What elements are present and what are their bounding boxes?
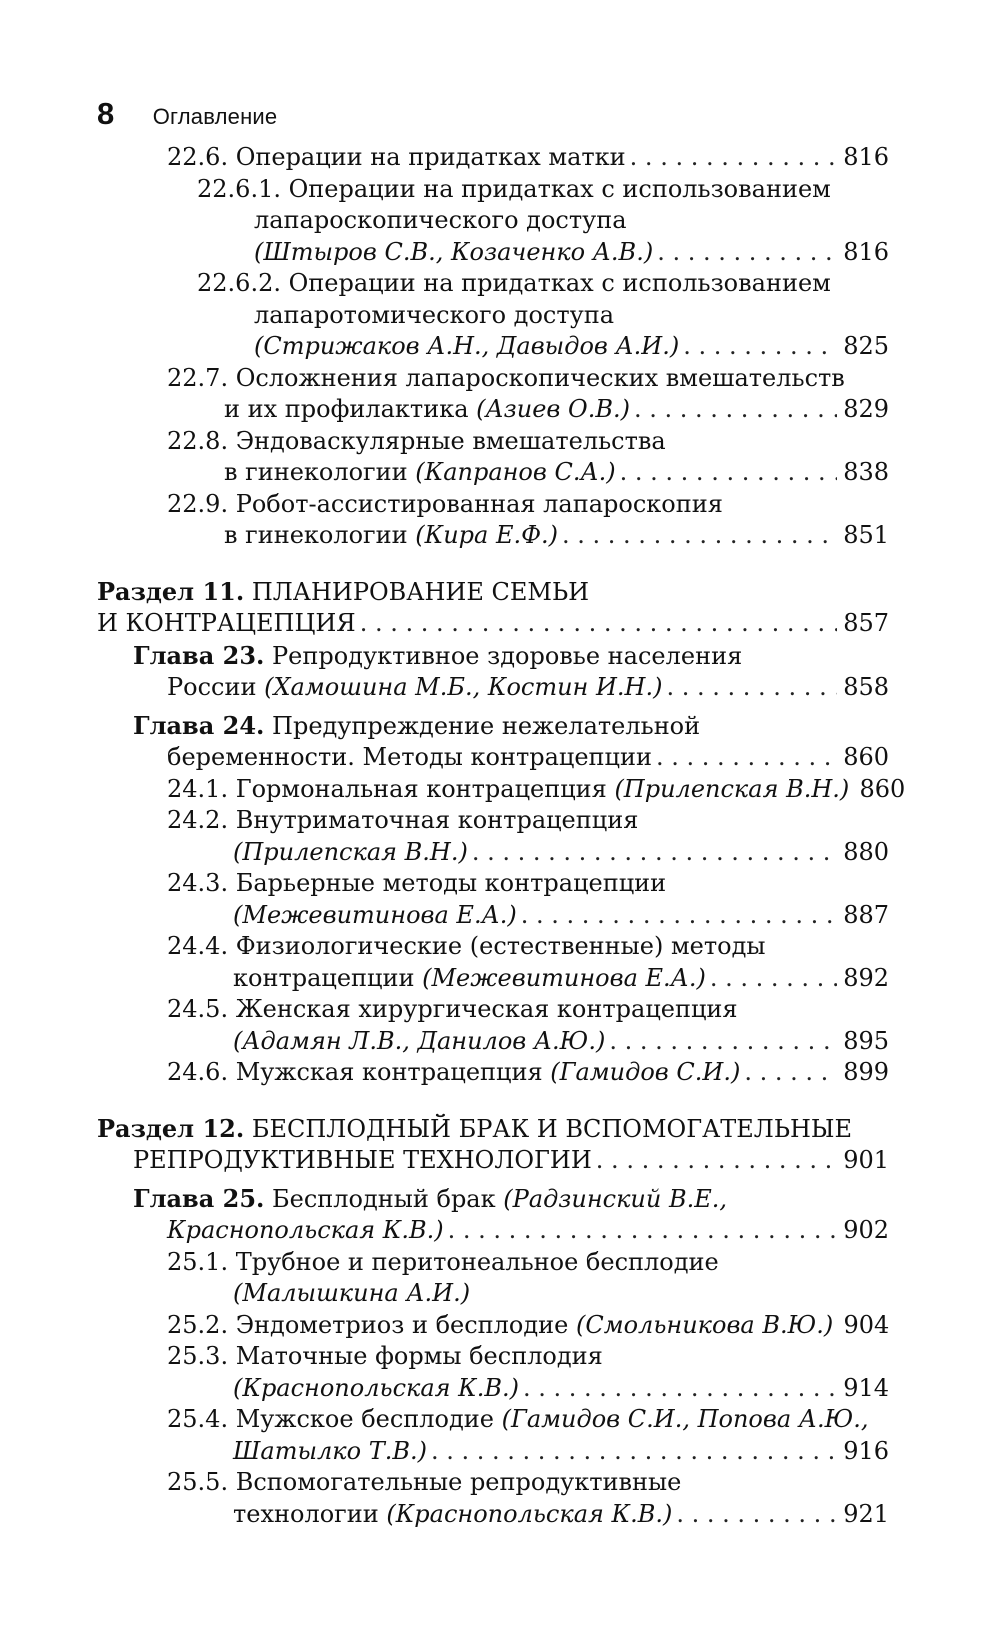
page-ref: 858: [843, 673, 889, 701]
toc-entry-24-1[interactable]: 24.1. Гормональная контрацепция (Прилепская В.Н.) 860: [97, 774, 889, 806]
toc-entry-24-4[interactable]: 24.4. Физиологические (естественные) методы контрацепции (Межевитинова Е.А.) . . . 892: [97, 931, 889, 994]
toc-entry-22-6-1[interactable]: 22.6.1. Операции на придатках с использованием лапароскопического доступа (Штыров С.В., Козаченко А.В.) . . . 816: [97, 174, 889, 269]
authors: (Межевитинова Е.А.): [422, 963, 706, 992]
authors: (Гамидов С.И.): [550, 1058, 741, 1086]
toc-chapter-23[interactable]: Глава 23. Репродуктивное здоровье населения России (Хамошина М.Б., Костин И.Н.) . . . 858: [97, 640, 889, 704]
section-label: Раздел 11.: [97, 576, 245, 606]
dot-leader: [620, 457, 837, 489]
authors: (Штыров С.В., Козаченко А.В.): [254, 237, 654, 266]
toc-entry-22-7[interactable]: 22.7. Осложнения лапароскопических вмешательств и их профилактика (Азиев О.В.) . . . 829: [97, 363, 889, 426]
dot-leader: [472, 837, 837, 869]
toc-section-12[interactable]: Раздел 12. БЕСПЛОДНЫЙ БРАК И ВСПОМОГАТЕЛЬНЫЕ РЕПРОДУКТИВНЫЕ ТЕХНОЛОГИИ . . . 901: [97, 1113, 889, 1177]
dot-leader: [657, 237, 837, 269]
page-ref: 895: [843, 1026, 889, 1055]
page-ref: 857: [843, 609, 889, 637]
dot-leader: [562, 520, 837, 552]
dot-leader: [744, 1057, 837, 1089]
dot-leader: [676, 1499, 837, 1531]
authors: (Краснопольская К.В.): [386, 1499, 673, 1528]
chapter-label: Глава 23.: [133, 640, 265, 670]
dot-leader: [431, 1436, 837, 1468]
toc-entry-25-4[interactable]: 25.4. Мужское бесплодие (Гамидов С.И., Попова А.Ю., Шатылко Т.В.) . . . 916: [97, 1404, 889, 1467]
page-ref: 892: [843, 963, 889, 992]
chapter-label: Глава 25.: [133, 1183, 265, 1213]
toc-entry-25-1[interactable]: 25.1. Трубное и перитонеальное бесплодие (Малышкина А.И.): [167, 1247, 719, 1307]
page-ref: 901: [843, 1146, 889, 1174]
toc-chapter-24[interactable]: Глава 24. Предупреждение нежелательной беременности. Методы контрацепции . . . 860: [97, 710, 889, 774]
dot-leader: [710, 963, 837, 995]
section-label: Раздел 12.: [97, 1113, 245, 1143]
toc-chapter-25[interactable]: Глава 25. Бесплодный брак (Радзинский В.Е., Краснопольская К.В.) . . . 902: [97, 1183, 889, 1247]
toc-entry-25-2[interactable]: 25.2. Эндометриоз и бесплодие (Смольникова В.Ю.) 904: [97, 1310, 889, 1342]
page-ref: 829: [843, 395, 889, 423]
authors: (Азиев О.В.): [476, 395, 630, 423]
page-ref: 899: [843, 1058, 889, 1086]
authors: Шатылко Т.В.): [233, 1436, 427, 1465]
dot-leader: [634, 394, 837, 426]
toc-entry-22-6[interactable]: 22.6. Операции на придатках матки . . . 816: [97, 142, 889, 174]
page-ref: 860: [843, 743, 889, 771]
authors: (Радзинский В.Е.,: [503, 1184, 727, 1213]
page-ref: 816: [843, 237, 889, 266]
toc-section-11[interactable]: Раздел 11. ПЛАНИРОВАНИЕ СЕМЬИ И КОНТРАЦЕПЦИЯ . . . 857: [97, 576, 889, 640]
page-ref: 860: [859, 774, 906, 803]
page-ref: 921: [843, 1499, 889, 1528]
toc-entry-24-2[interactable]: 24.2. Внутриматочная контрацепция (Прилепская В.Н.) . . . 880: [97, 805, 889, 868]
page-ref: 880: [843, 837, 889, 866]
page-ref: 916: [843, 1436, 889, 1465]
page-ref: 914: [843, 1373, 889, 1402]
toc-entry-25-5[interactable]: 25.5. Вспомогательные репродуктивные технологии (Краснопольская К.В.) . . . 921: [97, 1467, 889, 1530]
dot-leader: [683, 331, 837, 363]
toc-entry-25-3[interactable]: 25.3. Маточные формы бесплодия (Краснопольская К.В.) . . . 914: [97, 1341, 889, 1404]
authors: (Адамян Л.В., Данилов А.Ю.): [233, 1026, 606, 1055]
dot-leader: [521, 900, 837, 932]
chapter-label: Глава 24.: [133, 710, 265, 740]
page-header: [97, 96, 277, 132]
authors: (Прилепская В.Н.): [233, 837, 468, 866]
authors: (Межевитинова Е.А.): [233, 900, 517, 929]
toc-entry-24-6[interactable]: 24.6. Мужская контрацепция (Гамидов С.И.) . . . 899: [97, 1057, 889, 1089]
toc-entry-22-6-2[interactable]: 22.6.2. Операции на придатках с использованием лапаротомического доступа (Стрижаков А.Н., Давыдов А.И.) . . . 825: [97, 268, 889, 363]
dot-leader: [656, 742, 837, 774]
dot-leader: [596, 1145, 837, 1177]
page-ref: 838: [843, 458, 889, 486]
authors: (Смольникова В.Ю.): [575, 1310, 834, 1339]
dot-leader: [523, 1373, 837, 1405]
page-number: 8: [97, 96, 115, 131]
toc-entry-24-3[interactable]: 24.3. Барьерные методы контрацепции (Межевитинова Е.А.) . . . 887: [97, 868, 889, 931]
running-title: Оглавление: [152, 104, 278, 129]
authors: (Малышкина А.И.): [233, 1279, 471, 1307]
page-ref: 902: [843, 1216, 889, 1244]
toc-entry-22-8[interactable]: 22.8. Эндоваскулярные вмешательства в гинекологии (Капранов С.А.) . . . 838: [97, 426, 889, 489]
page-ref: 904: [843, 1310, 890, 1339]
page-ref: 851: [843, 521, 889, 549]
authors: (Кира Е.Ф.): [415, 521, 559, 549]
dot-leader: [360, 608, 837, 640]
page-ref: 825: [843, 332, 889, 360]
dot-leader: [630, 142, 837, 174]
toc-entry-24-5[interactable]: 24.5. Женская хирургическая контрацепция (Адамян Л.В., Данилов А.Ю.) . . . 895: [97, 994, 889, 1057]
authors: (Прилепская В.Н.): [614, 774, 850, 803]
authors: (Краснопольская К.В.): [233, 1373, 519, 1402]
page-ref: 887: [843, 900, 889, 929]
authors: (Капранов С.А.): [415, 458, 616, 486]
toc-entry-22-9[interactable]: 22.9. Робот-ассистированная лапароскопия в гинекологии (Кира Е.Ф.) . . . 851: [97, 489, 889, 552]
authors: (Хамошина М.Б., Костин И.Н.): [264, 673, 663, 701]
authors: (Стрижаков А.Н., Давыдов А.И.): [254, 332, 680, 360]
page-ref: 816: [843, 143, 889, 171]
dot-leader: [609, 1026, 837, 1058]
dot-leader: [666, 672, 837, 704]
authors: (Гамидов С.И., Попова А.Ю.,: [501, 1405, 869, 1433]
authors: Краснопольская К.В.): [167, 1216, 444, 1244]
table-of-contents: [97, 142, 906, 1530]
dot-leader: [448, 1215, 837, 1247]
